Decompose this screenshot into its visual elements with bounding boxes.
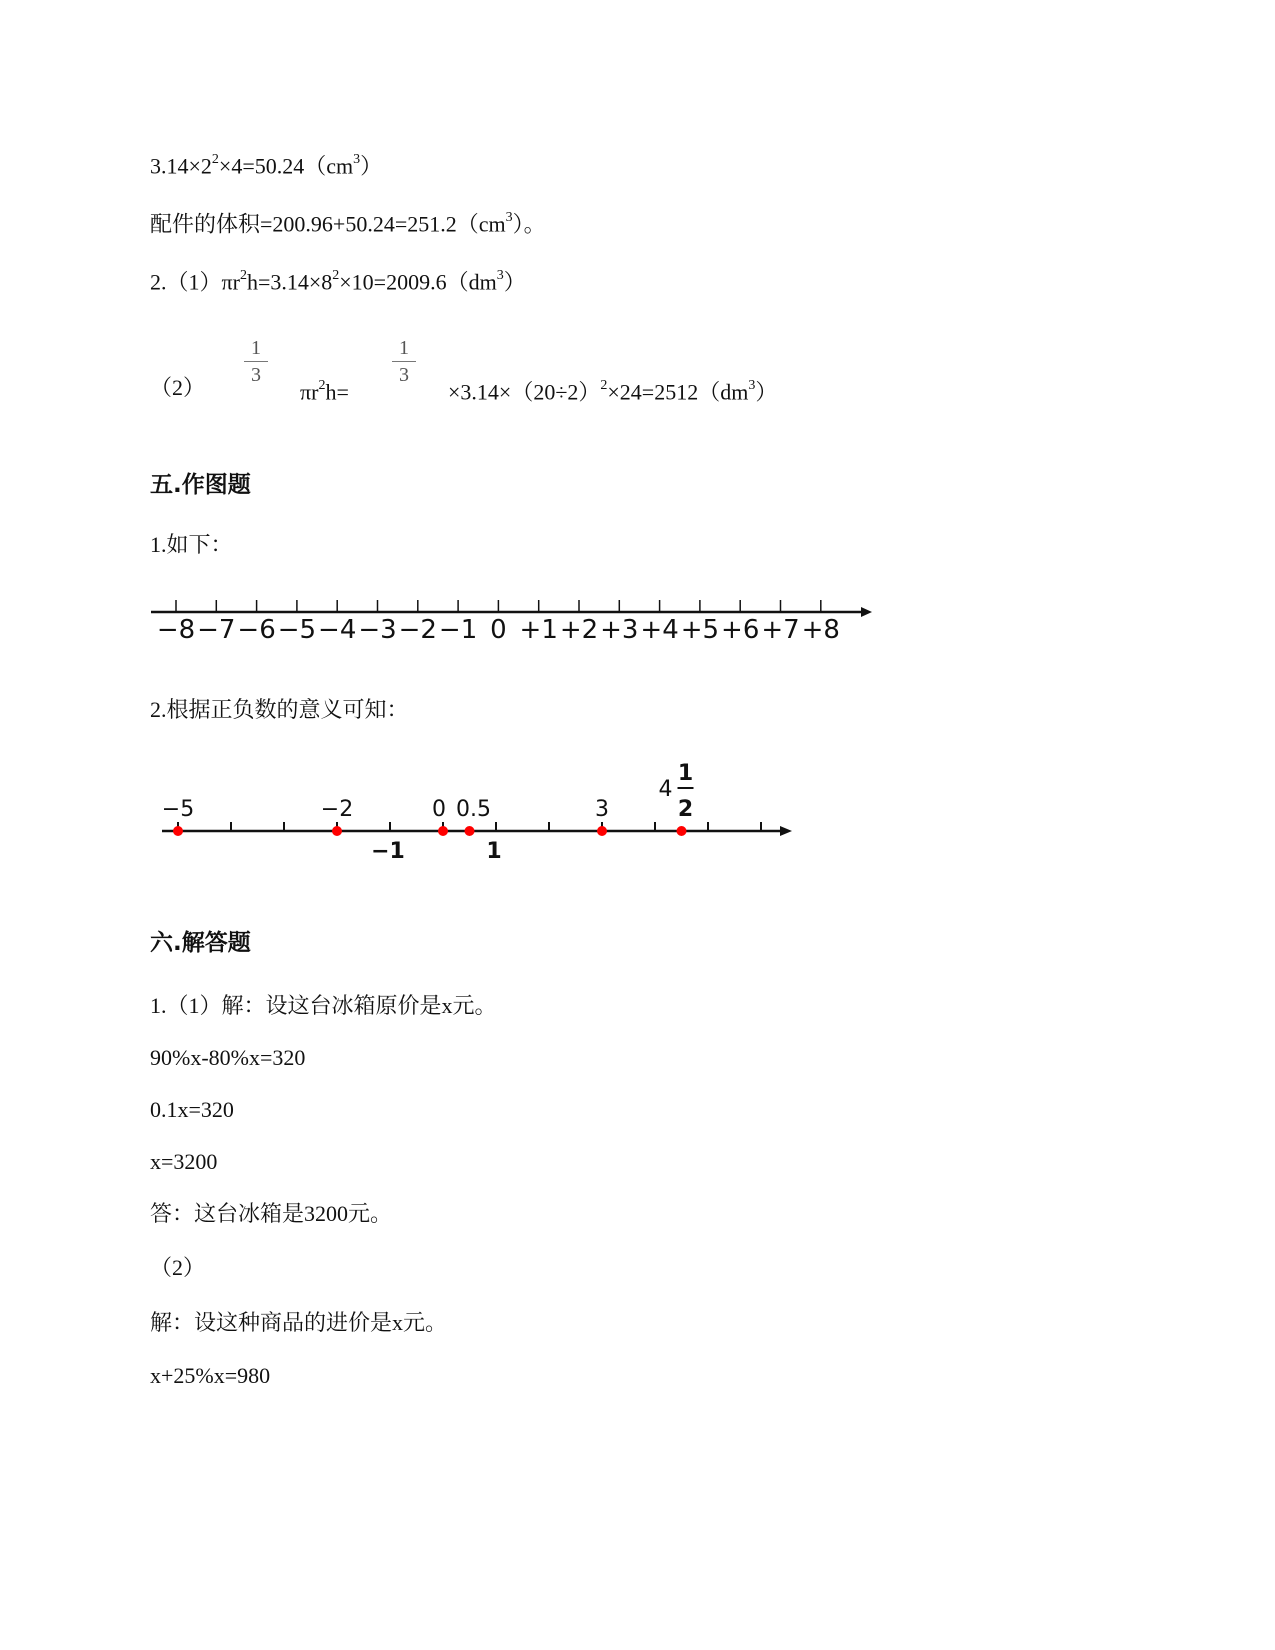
formula-text: 2.（1）πr — [150, 269, 240, 295]
tick-label: +1 — [519, 615, 558, 645]
formula-text: ） — [360, 153, 383, 179]
point-label: 0.5 — [456, 797, 491, 822]
tick-label: +4 — [640, 615, 679, 645]
tick-label: −7 — [197, 615, 236, 645]
answer-line: x+25%x=980 — [150, 1363, 271, 1388]
exponent: 2 — [332, 268, 340, 283]
number-point — [677, 826, 687, 836]
formula-text: h= — [325, 379, 349, 405]
point-label: −2 — [320, 797, 354, 822]
fraction-denominator: 3 — [399, 364, 409, 386]
tick-label: +8 — [801, 615, 840, 645]
number-point — [332, 826, 342, 836]
exponent: 2 — [318, 378, 326, 393]
tick-label: −1 — [438, 615, 478, 645]
tick-label: −6 — [237, 615, 276, 645]
fraction-one-third — [392, 336, 416, 387]
arrow-head-icon — [780, 826, 792, 836]
section-heading-drawing: 五.作图题 — [150, 472, 251, 498]
tick-label: 0 — [490, 615, 507, 645]
section-heading-answers: 六.解答题 — [150, 930, 251, 956]
point-label: 0 — [432, 797, 446, 822]
formula-text: （2） — [150, 375, 206, 400]
answer-line: 0.1x=320 — [150, 1097, 234, 1122]
formula-text: h=3.14×8 — [246, 269, 333, 295]
answer-line: x=3200 — [150, 1149, 218, 1174]
formula-text: ×24=2512（dm — [607, 379, 749, 405]
number-line-points — [160, 760, 810, 870]
answer-line: 1.（1）解：设这台冰箱原价是x元。 — [150, 993, 497, 1018]
tick-label: −8 — [156, 615, 196, 645]
exponent: 2 — [211, 152, 219, 167]
number-point — [173, 826, 183, 836]
formula-text: ×3.14×（20÷2） — [448, 379, 601, 405]
formula-text: ） — [755, 379, 778, 405]
exponent: 3 — [353, 152, 361, 167]
formula-text: 3.14×2 — [150, 153, 212, 179]
formula-line-4-part-1 — [150, 374, 205, 402]
number-point — [438, 826, 448, 836]
number-point — [597, 826, 607, 836]
point-label: −5 — [161, 797, 195, 822]
point-label: 3 — [595, 797, 609, 822]
tick-label: −4 — [318, 615, 357, 645]
fraction-numerator: 1 — [244, 336, 268, 362]
tick-label: 1 — [486, 839, 502, 864]
mixed-number-numerator: 1 — [677, 761, 694, 786]
tick-label: +6 — [721, 615, 760, 645]
formula-text: ×10=2009.6（dm — [339, 269, 497, 295]
arrow-head-icon — [861, 607, 872, 617]
number-point — [465, 826, 475, 836]
tick-label: +5 — [680, 615, 720, 645]
exponent: 2 — [239, 268, 247, 283]
tick-label: +2 — [559, 615, 599, 645]
exponent: 2 — [600, 378, 608, 393]
formula-text: 配件的体积=200.96+50.24=251.2（cm — [150, 211, 506, 237]
answer-line: 答：这台冰箱是3200元。 — [150, 1201, 393, 1226]
tick-label: −2 — [398, 615, 437, 645]
exponent: 3 — [748, 378, 756, 393]
formula-text: ）。 — [512, 211, 546, 237]
formula-text: ） — [503, 269, 526, 295]
tick-label: −3 — [358, 615, 397, 645]
tick-label: +3 — [600, 615, 639, 645]
answer-line: 90%x-80%x=320 — [150, 1045, 306, 1070]
mixed-number-whole: 4 — [658, 777, 673, 802]
fraction-numerator: 1 — [392, 336, 416, 362]
fraction-denominator: 3 — [251, 364, 261, 386]
fraction-one-third — [244, 336, 268, 387]
tick-label: +7 — [761, 615, 800, 645]
tick-label: −5 — [277, 615, 317, 645]
answer-line: （2） — [150, 1255, 206, 1280]
formula-line-3 — [150, 264, 526, 296]
formula-line-1 — [150, 148, 382, 180]
tick-label: −1 — [371, 839, 405, 864]
formula-line-2 — [150, 206, 546, 238]
number-line-integers — [145, 598, 865, 658]
question-text: 1.如下： — [150, 532, 233, 557]
answer-line: 解：设这种商品的进价是x元。 — [150, 1310, 448, 1335]
exponent: 3 — [505, 210, 513, 225]
formula-text: πr — [300, 379, 319, 405]
question-text: 2.根据正负数的意义可知： — [150, 697, 409, 722]
formula-line-4-part-3 — [448, 374, 777, 406]
exponent: 3 — [496, 268, 504, 283]
formula-text: ×4=50.24（cm — [218, 153, 354, 179]
formula-line-4-part-2 — [300, 374, 349, 406]
mixed-number-denominator: 2 — [677, 797, 694, 822]
